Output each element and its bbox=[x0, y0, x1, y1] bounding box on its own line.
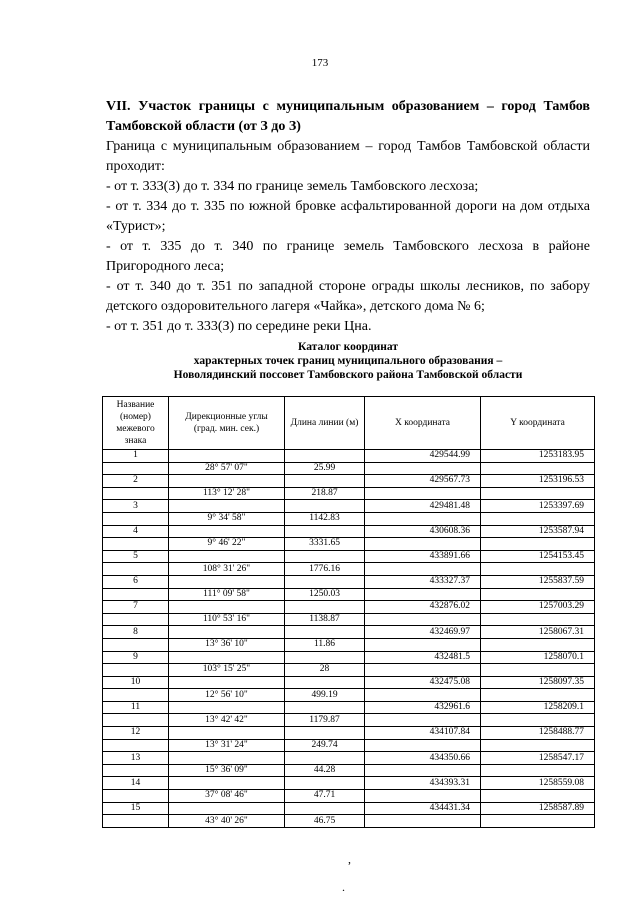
cell-angle bbox=[169, 475, 285, 488]
cell-y bbox=[481, 739, 595, 752]
cell-y bbox=[481, 613, 595, 626]
cell-x: 434393.31 bbox=[365, 777, 481, 790]
cell-name: 7 bbox=[103, 601, 169, 614]
cell-x bbox=[365, 815, 481, 828]
cell-length bbox=[285, 701, 365, 714]
cell-angle bbox=[169, 626, 285, 639]
table-row bbox=[103, 512, 595, 525]
cell-y bbox=[481, 512, 595, 525]
paragraph: - от т. 334 до т. 335 по южной бровке асфальтированной дороги на дом отдыха «Турист»; bbox=[106, 199, 590, 234]
cell-angle: 13° 36' 10" bbox=[169, 638, 285, 651]
cell-x: 429481.48 bbox=[365, 500, 481, 513]
table-row bbox=[103, 538, 595, 551]
cell-name: 2 bbox=[103, 475, 169, 488]
cell-x: 434350.66 bbox=[365, 752, 481, 765]
cell-x: 432876.02 bbox=[365, 601, 481, 614]
cell-angle: 28° 57' 07" bbox=[169, 462, 285, 475]
cell-y: 1258587.89 bbox=[481, 802, 595, 815]
cell-y bbox=[481, 664, 595, 677]
cell-x bbox=[365, 638, 481, 651]
cell-name bbox=[103, 664, 169, 677]
cell-x: 434431.34 bbox=[365, 802, 481, 815]
cell-y bbox=[481, 815, 595, 828]
cell-y: 1258097.35 bbox=[481, 676, 595, 689]
cell-x bbox=[365, 689, 481, 702]
catalog-title-line: Каталог координат bbox=[298, 341, 398, 353]
cell-x bbox=[365, 790, 481, 803]
cell-angle bbox=[169, 500, 285, 513]
cell-length bbox=[285, 475, 365, 488]
cell-x bbox=[365, 462, 481, 475]
table-row bbox=[103, 550, 595, 563]
table-row bbox=[103, 714, 595, 727]
cell-length: 1776.16 bbox=[285, 563, 365, 576]
body-text bbox=[106, 97, 590, 337]
cell-angle: 103° 15' 25" bbox=[169, 664, 285, 677]
section-heading: VII. Участок границы с муниципальным образованием – город Тамбов Тамбовской области (от З до З) bbox=[106, 99, 590, 134]
cell-length bbox=[285, 802, 365, 815]
cell-angle bbox=[169, 676, 285, 689]
cell-x: 429544.99 bbox=[365, 450, 481, 463]
cell-name: 13 bbox=[103, 752, 169, 765]
cell-angle: 111° 09' 58" bbox=[169, 588, 285, 601]
table-row bbox=[103, 802, 595, 815]
table-row bbox=[103, 626, 595, 639]
cell-angle bbox=[169, 752, 285, 765]
cell-y: 1253196.53 bbox=[481, 475, 595, 488]
paragraph: Граница с муниципальным образованием – город Тамбов Тамбовской области проходит: bbox=[106, 139, 590, 174]
cell-name bbox=[103, 689, 169, 702]
cell-y bbox=[481, 689, 595, 702]
cell-name: 6 bbox=[103, 575, 169, 588]
cell-angle bbox=[169, 701, 285, 714]
cell-angle: 110° 53' 16" bbox=[169, 613, 285, 626]
coordinates-table bbox=[102, 396, 595, 828]
cell-name: 1 bbox=[103, 450, 169, 463]
cell-name bbox=[103, 512, 169, 525]
cell-x bbox=[365, 512, 481, 525]
table-row bbox=[103, 638, 595, 651]
table-row bbox=[103, 790, 595, 803]
cell-name: 5 bbox=[103, 550, 169, 563]
cell-angle: 15° 36' 09" bbox=[169, 764, 285, 777]
cell-name bbox=[103, 538, 169, 551]
cell-length: 1250.03 bbox=[285, 588, 365, 601]
cell-length bbox=[285, 500, 365, 513]
cell-length bbox=[285, 651, 365, 664]
table-row bbox=[103, 752, 595, 765]
cell-length: 1138.87 bbox=[285, 613, 365, 626]
table-row bbox=[103, 764, 595, 777]
table-row bbox=[103, 462, 595, 475]
cell-length: 3331.65 bbox=[285, 538, 365, 551]
cell-name: 8 bbox=[103, 626, 169, 639]
table-row bbox=[103, 563, 595, 576]
paragraph: - от т. 340 до т. 351 по западной стороне ограды школы лесников, по забору детского оздоровительного лагеря «Чайка», детского дома № 6; bbox=[106, 279, 590, 314]
cell-y: 1258067.31 bbox=[481, 626, 595, 639]
table-row bbox=[103, 777, 595, 790]
cell-length: 218.87 bbox=[285, 487, 365, 500]
cell-y: 1253397.69 bbox=[481, 500, 595, 513]
cell-angle: 13° 42' 42" bbox=[169, 714, 285, 727]
cell-name bbox=[103, 739, 169, 752]
cell-length: 1179.87 bbox=[285, 714, 365, 727]
cell-length: 1142.83 bbox=[285, 512, 365, 525]
table-row bbox=[103, 575, 595, 588]
paragraph: - от т. 333(З) до т. 334 по границе земель Тамбовского лесхоза; bbox=[106, 179, 479, 194]
cell-y: 1258209.1 bbox=[481, 701, 595, 714]
table-row bbox=[103, 739, 595, 752]
cell-length: 25.99 bbox=[285, 462, 365, 475]
cell-name bbox=[103, 462, 169, 475]
cell-angle: 43° 40' 26" bbox=[169, 815, 285, 828]
cell-x bbox=[365, 613, 481, 626]
cell-x: 432961.6 bbox=[365, 701, 481, 714]
page-number: 173 bbox=[311, 57, 329, 69]
cell-x: 433327.37 bbox=[365, 575, 481, 588]
cell-angle bbox=[169, 450, 285, 463]
cell-y: 1253183.95 bbox=[481, 450, 595, 463]
cell-length: 47.71 bbox=[285, 790, 365, 803]
cell-angle: 12° 56' 10" bbox=[169, 689, 285, 702]
cell-y bbox=[481, 487, 595, 500]
col-header-angle: Дирекционные углы (град. мин. сек.) bbox=[169, 397, 285, 450]
cell-x bbox=[365, 487, 481, 500]
cell-angle bbox=[169, 802, 285, 815]
cell-length: 249.74 bbox=[285, 739, 365, 752]
cell-length bbox=[285, 626, 365, 639]
cell-name: 3 bbox=[103, 500, 169, 513]
cell-y: 1255837.59 bbox=[481, 575, 595, 588]
cell-angle bbox=[169, 727, 285, 740]
cell-name bbox=[103, 588, 169, 601]
paragraph: - от т. 351 до т. 333(З) по середине реки Цна. bbox=[106, 319, 372, 334]
cell-length bbox=[285, 525, 365, 538]
cell-x bbox=[365, 764, 481, 777]
cell-length bbox=[285, 601, 365, 614]
cell-length bbox=[285, 575, 365, 588]
cell-angle: 37° 08' 46" bbox=[169, 790, 285, 803]
paragraph: - от т. 335 до т. 340 по границе земель Тамбовского лесхоза в районе Пригородного леса; bbox=[106, 239, 590, 274]
cell-x bbox=[365, 538, 481, 551]
cell-name bbox=[103, 563, 169, 576]
table-row bbox=[103, 613, 595, 626]
cell-length bbox=[285, 550, 365, 563]
cell-length: 44.28 bbox=[285, 764, 365, 777]
cell-name bbox=[103, 487, 169, 500]
cell-length bbox=[285, 777, 365, 790]
table-body bbox=[103, 450, 595, 828]
cell-angle bbox=[169, 525, 285, 538]
cell-y: 1253587.94 bbox=[481, 525, 595, 538]
cell-length bbox=[285, 727, 365, 740]
cell-length: 499.19 bbox=[285, 689, 365, 702]
cell-length bbox=[285, 752, 365, 765]
table-row bbox=[103, 601, 595, 614]
cell-y bbox=[481, 764, 595, 777]
stray-mark: . bbox=[342, 880, 345, 894]
col-header-y: Y координата bbox=[481, 397, 595, 450]
cell-name: 10 bbox=[103, 676, 169, 689]
cell-x: 432481.5 bbox=[365, 651, 481, 664]
cell-angle bbox=[169, 601, 285, 614]
cell-angle bbox=[169, 550, 285, 563]
cell-length: 28 bbox=[285, 664, 365, 677]
cell-name: 4 bbox=[103, 525, 169, 538]
table-row bbox=[103, 689, 595, 702]
cell-name bbox=[103, 764, 169, 777]
catalog-title-line: Новолядинский поссовет Тамбовского района Тамбовской области bbox=[173, 369, 523, 381]
cell-name bbox=[103, 815, 169, 828]
cell-angle: 108° 31' 26" bbox=[169, 563, 285, 576]
cell-x bbox=[365, 563, 481, 576]
cell-length: 11.86 bbox=[285, 638, 365, 651]
cell-name: 14 bbox=[103, 777, 169, 790]
col-header-name: Название (номер) межевого знака bbox=[103, 397, 169, 450]
cell-name bbox=[103, 613, 169, 626]
table-row bbox=[103, 588, 595, 601]
cell-x: 429567.73 bbox=[365, 475, 481, 488]
catalog-title bbox=[106, 340, 590, 382]
table-row bbox=[103, 651, 595, 664]
cell-angle: 9° 46' 22" bbox=[169, 538, 285, 551]
cell-y: 1258488.77 bbox=[481, 727, 595, 740]
table-row bbox=[103, 664, 595, 677]
cell-length: 46.75 bbox=[285, 815, 365, 828]
cell-x: 433891.66 bbox=[365, 550, 481, 563]
cell-x bbox=[365, 714, 481, 727]
table-header-row bbox=[103, 397, 595, 450]
cell-name: 11 bbox=[103, 701, 169, 714]
cell-length bbox=[285, 676, 365, 689]
cell-y bbox=[481, 563, 595, 576]
cell-name: 9 bbox=[103, 651, 169, 664]
table-row bbox=[103, 701, 595, 714]
table-row bbox=[103, 676, 595, 689]
cell-name bbox=[103, 790, 169, 803]
cell-x: 432469.97 bbox=[365, 626, 481, 639]
col-header-x: X координата bbox=[365, 397, 481, 450]
cell-angle: 13° 31' 24" bbox=[169, 739, 285, 752]
cell-y bbox=[481, 714, 595, 727]
cell-y bbox=[481, 638, 595, 651]
cell-y: 1254153.45 bbox=[481, 550, 595, 563]
cell-y bbox=[481, 790, 595, 803]
cell-name: 12 bbox=[103, 727, 169, 740]
cell-angle: 9° 34' 58" bbox=[169, 512, 285, 525]
table-row bbox=[103, 450, 595, 463]
cell-name bbox=[103, 714, 169, 727]
cell-x bbox=[365, 739, 481, 752]
cell-x bbox=[365, 664, 481, 677]
cell-x bbox=[365, 588, 481, 601]
cell-y: 1258559.08 bbox=[481, 777, 595, 790]
table-row bbox=[103, 815, 595, 828]
cell-angle bbox=[169, 575, 285, 588]
cell-y bbox=[481, 462, 595, 475]
table-row bbox=[103, 500, 595, 513]
cell-x: 430608.36 bbox=[365, 525, 481, 538]
cell-length bbox=[285, 450, 365, 463]
cell-y: 1258070.1 bbox=[481, 651, 595, 664]
cell-x: 434107.84 bbox=[365, 727, 481, 740]
table-row bbox=[103, 525, 595, 538]
cell-y bbox=[481, 588, 595, 601]
cell-y: 1258547.17 bbox=[481, 752, 595, 765]
cell-angle bbox=[169, 777, 285, 790]
cell-name: 15 bbox=[103, 802, 169, 815]
cell-angle bbox=[169, 651, 285, 664]
col-header-length: Длина линии (м) bbox=[285, 397, 365, 450]
stray-mark: , bbox=[348, 852, 351, 866]
cell-name bbox=[103, 638, 169, 651]
cell-y bbox=[481, 538, 595, 551]
table-row bbox=[103, 487, 595, 500]
cell-y: 1257003.29 bbox=[481, 601, 595, 614]
cell-angle: 113° 12' 28" bbox=[169, 487, 285, 500]
table-row bbox=[103, 727, 595, 740]
table-row bbox=[103, 475, 595, 488]
catalog-title-line: характерных точек границ муниципального образования – bbox=[193, 355, 503, 367]
cell-x: 432475.08 bbox=[365, 676, 481, 689]
